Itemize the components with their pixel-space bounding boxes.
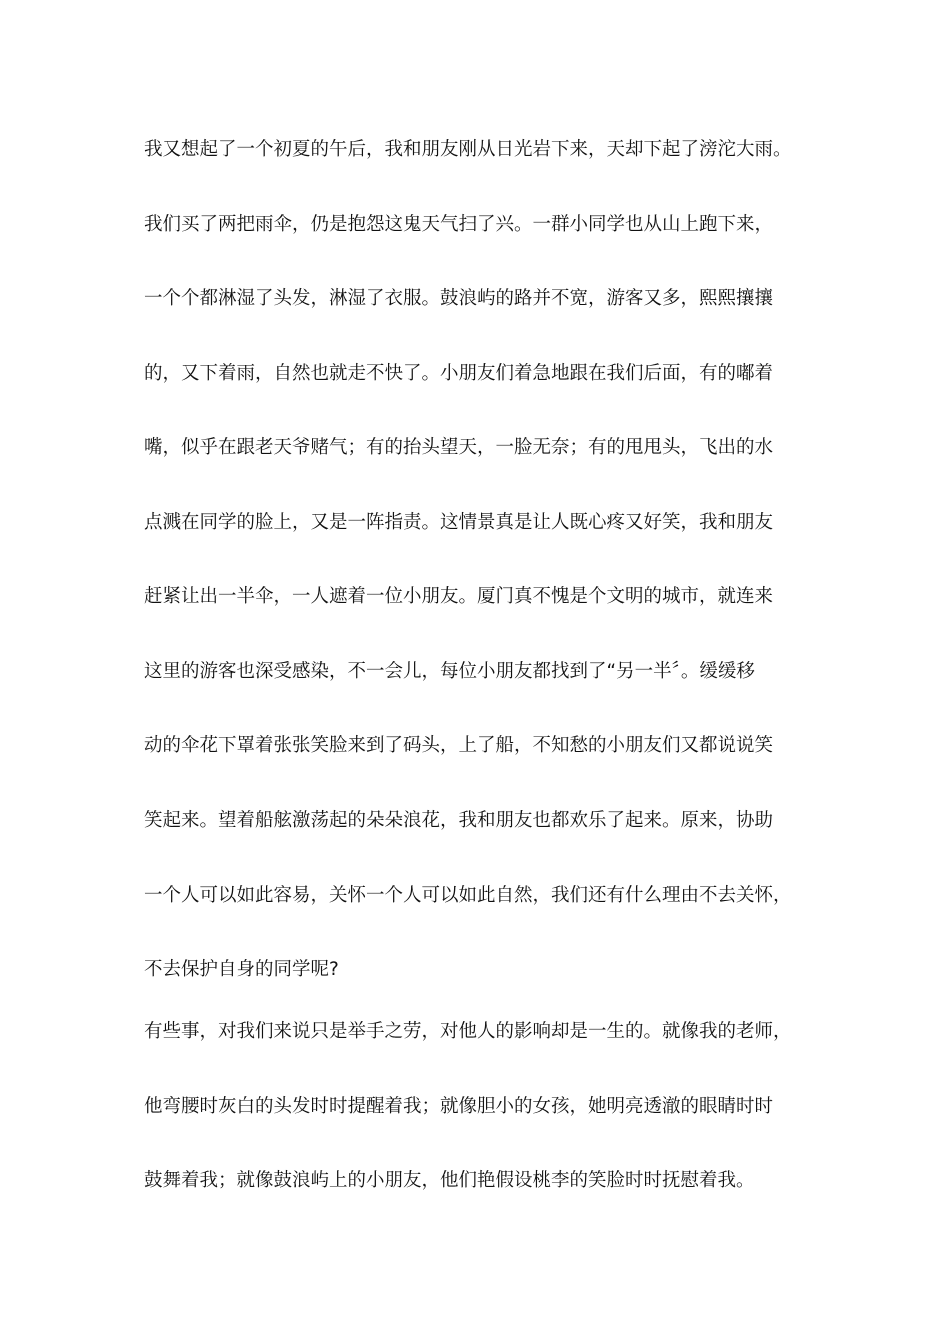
- text-line: 一个个都淋湿了头发，淋湿了衣服。鼓浪屿的路并不宽，游客又多，熙熙攘攘: [144, 288, 774, 309]
- text-line: 一个人可以如此容易，关怀一个人可以如此自然，我们还有什么理由不去关怀，: [144, 885, 792, 906]
- text-line: 这里的游客也深受感染，不一会儿，每位小朋友都找到了“另一半〞。缓缓移: [144, 661, 755, 682]
- text-line: 他弯腰时灰白的头发时时提醒着我；就像胆小的女孩，她明亮透澈的眼睛时时: [144, 1096, 774, 1117]
- text-line: 动的伞花下罩着张张笑脸来到了码头，上了船，不知愁的小朋友们又都说说笑: [144, 735, 774, 756]
- text-line: 我又想起了一个初夏的午后，我和朋友刚从日光岩下来，天却下起了滂沱大雨。: [144, 139, 792, 160]
- text-line: 赶紧让出一半伞，一人遮着一位小朋友。厦门真不愧是个文明的城市，就连来: [144, 586, 774, 607]
- text-line: 的，又下着雨，自然也就走不快了。小朋友们着急地跟在我们后面，有的嘟着: [144, 363, 774, 384]
- text-line: 鼓舞着我；就像鼓浪屿上的小朋友，他们艳假设桃李的笑脸时时抚慰着我。: [144, 1170, 755, 1191]
- text-line: 嘴，似乎在跟老天爷赌气；有的抬头望天，一脸无奈；有的甩甩头，飞出的水: [144, 437, 774, 458]
- text-line: 点溅在同学的脸上，又是一阵指责。这情景真是让人既心疼又好笑，我和朋友: [144, 512, 774, 533]
- text-line: 笑起来。望着船舷激荡起的朵朵浪花，我和朋友也都欢乐了起来。原来，协助: [144, 810, 774, 831]
- text-line: 我们买了两把雨伞，仍是抱怨这鬼天气扫了兴。一群小同学也从山上跑下来，: [144, 214, 774, 235]
- text-line: 不去保护自身的同学呢?: [144, 959, 339, 980]
- text-line: 有些事，对我们来说只是举手之劳，对他人的影响却是一生的。就像我的老师，: [144, 1021, 792, 1042]
